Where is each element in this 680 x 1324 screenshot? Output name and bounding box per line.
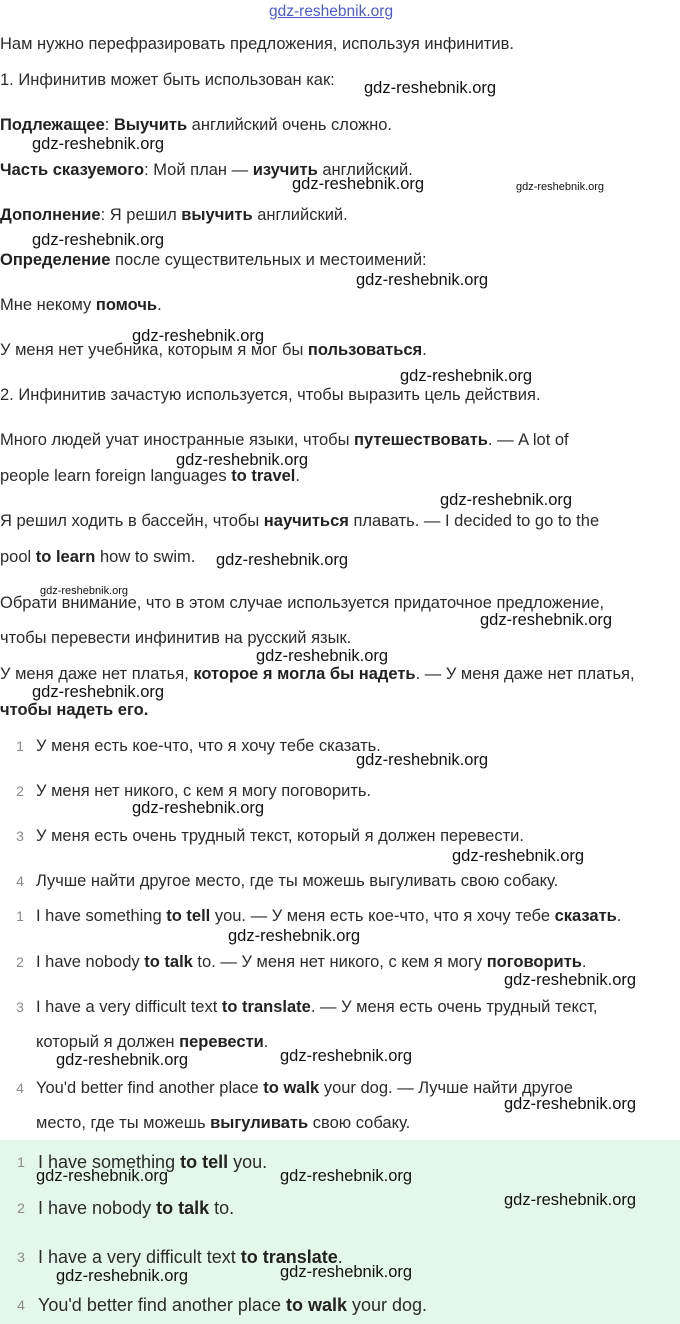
object-label: Дополнение <box>0 206 101 224</box>
watermark: gdz-reshebnik.org <box>132 799 265 817</box>
ex3-pre: Много людей учат иностранные языки, чтобы <box>0 431 355 449</box>
predicate-rest: английский. <box>317 161 413 179</box>
en3-pre: I have a very difficult text <box>36 998 222 1016</box>
ex4-post: плавать. — I decided to go to the <box>348 512 600 530</box>
watermark: gdz-reshebnik.org <box>280 1167 413 1185</box>
attribute-label: Определение <box>0 251 111 269</box>
list-number: 1 <box>16 738 24 754</box>
predicate-pre: : Мой план — <box>144 161 253 179</box>
object-bold: выучить <box>181 206 253 224</box>
subject-rest: английский очень сложно. <box>187 116 393 134</box>
ans3-pre: I have a very difficult text <box>38 1247 241 1267</box>
rule-1: 1. Инфинитив может быть использован как: <box>0 71 335 89</box>
attribute-rest: после существительных и местоимений: <box>110 251 427 269</box>
en4-pre: You'd better find another place <box>36 1079 264 1097</box>
watermark: gdz-reshebnik.org <box>280 1047 413 1065</box>
list-number: 3 <box>16 828 24 844</box>
ex5-pre: У меня даже нет платья, <box>0 665 194 683</box>
intro-text: Нам нужно перефразировать предложения, используя инфинитив. <box>0 35 514 53</box>
en1-post: . <box>616 907 622 925</box>
en2-bold2: поговорить <box>486 953 582 971</box>
en-item-3-line-1 <box>36 997 598 1017</box>
en2-mid: to. — У меня нет никого, с кем я могу <box>192 953 487 971</box>
en-item-4-line-1 <box>36 1078 573 1098</box>
en2-pre: I have nobody <box>36 953 145 971</box>
ex5-line2-post: . <box>143 701 149 719</box>
ex3-post: . — A lot of <box>487 431 569 449</box>
ans1-pre: I have something <box>38 1152 181 1172</box>
watermark: gdz-reshebnik.org <box>176 451 309 469</box>
ex5-bold: которое я могла бы надеть <box>193 665 416 683</box>
ans1-bold: to tell <box>180 1152 229 1172</box>
predicate-label: Часть сказуемого <box>0 161 145 179</box>
en4-line2-post: свою собаку. <box>308 1114 411 1132</box>
watermark: gdz-reshebnik.org <box>132 327 265 345</box>
ex1-bold: помочь <box>95 296 158 314</box>
en1-pre: I have something <box>36 907 167 925</box>
example-4-line-1 <box>0 511 599 531</box>
watermark: gdz-reshebnik.org <box>56 1051 189 1069</box>
ru-item-2: У меня нет никого, с кем я могу поговорить. <box>36 782 372 800</box>
watermark: gdz-reshebnik.org <box>256 647 389 665</box>
ex4-line2-bold: to learn <box>35 548 96 566</box>
header-watermark-link[interactable]: gdz-reshebnik.org <box>269 3 394 20</box>
note-line-2: чтобы перевести инфинитив на русский язык. <box>0 629 352 647</box>
en-item-1 <box>36 906 621 926</box>
subject-label: Подлежащее <box>0 116 105 134</box>
watermark: gdz-reshebnik.org <box>516 181 605 193</box>
en1-bold: to tell <box>166 907 211 925</box>
answer-number: 4 <box>17 1297 25 1313</box>
watermark: gdz-reshebnik.org <box>452 847 585 865</box>
ex3-line2-post: . <box>295 467 300 485</box>
ex2-pre: У меня нет учебника, которым я мог бы <box>0 341 308 359</box>
ru-item-4: Лучше найти другое место, где ты можешь выгуливать свою собаку. <box>36 872 559 890</box>
en1-mid: you. — У меня есть кое-что, что я хочу тебе <box>210 907 555 925</box>
en2-bold: to talk <box>144 953 193 971</box>
ex4-line2-post: how to swim. <box>95 548 196 566</box>
en2-post: . <box>581 953 587 971</box>
en3-line2-bold: перевести <box>179 1033 264 1051</box>
watermark: gdz-reshebnik.org <box>36 1167 169 1185</box>
watermark: gdz-reshebnik.org <box>504 1095 637 1113</box>
en4-mid: your dog. — Лучше найти другое <box>319 1079 573 1097</box>
ex2-bold: пользоваться <box>307 341 423 359</box>
list-number: 1 <box>16 908 24 924</box>
watermark: gdz-reshebnik.org <box>480 611 613 629</box>
watermark: gdz-reshebnik.org <box>504 971 637 989</box>
ex3-bold: путешествовать <box>354 431 488 449</box>
answer-number: 1 <box>17 1154 25 1170</box>
list-number: 2 <box>16 954 24 970</box>
en4-line2-pre: место, где ты можешь <box>36 1114 211 1132</box>
example-3-line-1 <box>0 430 569 450</box>
answer-2 <box>38 1197 234 1219</box>
watermark: gdz-reshebnik.org <box>400 367 533 385</box>
en3-line2-pre: который я должен <box>36 1033 180 1051</box>
ex5-post: . — У меня даже нет платья, <box>415 665 635 683</box>
ex3-line2-pre: people learn foreign languages <box>0 467 232 485</box>
ex4-bold: научиться <box>263 512 349 530</box>
en-item-2 <box>36 952 587 972</box>
watermark: gdz-reshebnik.org <box>40 585 129 597</box>
list-number: 2 <box>16 783 24 799</box>
ex1-post: . <box>157 296 162 314</box>
ex5-line2-bold: чтобы надеть его <box>0 701 144 719</box>
watermark: gdz-reshebnik.org <box>216 551 349 569</box>
en4-bold: to walk <box>263 1079 320 1097</box>
en1-bold2: сказать <box>554 907 617 925</box>
example-5-line-1 <box>0 664 635 684</box>
ex3-line2-bold: to travel <box>231 467 296 485</box>
list-number: 4 <box>16 873 24 889</box>
ans3-bold: to translate <box>240 1247 338 1267</box>
ans3-post: . <box>337 1247 343 1267</box>
object-example <box>0 205 348 225</box>
ex2-post: . <box>422 341 427 359</box>
ex4-pre: Я решил ходить в бассейн, чтобы <box>0 512 264 530</box>
answer-number: 3 <box>17 1249 25 1265</box>
answer-4 <box>38 1294 427 1316</box>
watermark: gdz-reshebnik.org <box>32 683 165 701</box>
ans2-post: to. <box>209 1198 235 1218</box>
en-item-3-line-2 <box>36 1032 268 1052</box>
watermark: gdz-reshebnik.org <box>504 1191 637 1209</box>
attribute-rule <box>0 250 427 270</box>
watermark: gdz-reshebnik.org <box>356 271 489 289</box>
en3-bold: to translate <box>221 998 311 1016</box>
ru-item-1: У меня есть кое-что, что я хочу тебе сказать. <box>36 737 381 755</box>
watermark: gdz-reshebnik.org <box>356 751 489 769</box>
ru-item-3: У меня есть очень трудный текст, который я должен перевести. <box>36 827 524 845</box>
ans2-pre: I have nobody <box>38 1198 157 1218</box>
en3-mid: . — У меня есть очень трудный текст, <box>310 998 598 1016</box>
ans2-bold: to talk <box>156 1198 210 1218</box>
list-number: 3 <box>16 999 24 1015</box>
example-1 <box>0 295 162 315</box>
watermark: gdz-reshebnik.org <box>440 491 573 509</box>
object-pre: : Я решил <box>100 206 182 224</box>
en3-line2-post: . <box>263 1033 269 1051</box>
watermark: gdz-reshebnik.org <box>292 175 425 193</box>
watermark: gdz-reshebnik.org <box>32 231 165 249</box>
subject-bold: Выучить <box>113 116 188 134</box>
subject-sep: : <box>104 116 114 134</box>
answer-number: 2 <box>17 1200 25 1216</box>
list-number: 4 <box>16 1080 24 1096</box>
note-line-1: Обрати внимание, что в этом случае используется придаточное предложение, <box>0 594 605 612</box>
example-5-line-2 <box>0 700 148 720</box>
watermark: gdz-reshebnik.org <box>280 1263 413 1281</box>
ans4-pre: You'd better find another place <box>38 1295 286 1315</box>
watermark: gdz-reshebnik.org <box>56 1267 189 1285</box>
predicate-bold: изучить <box>252 161 318 179</box>
ex4-line2-pre: pool <box>0 548 36 566</box>
watermark: gdz-reshebnik.org <box>228 927 361 945</box>
ex1-pre: Мне некому <box>0 296 96 314</box>
object-rest: английский. <box>252 206 348 224</box>
en-item-4-line-2 <box>36 1113 410 1133</box>
en4-line2-bold: выгуливать <box>210 1114 309 1132</box>
rule-2: 2. Инфинитив зачастую используется, чтобы выразить цель действия. <box>0 386 541 404</box>
ans4-bold: to walk <box>285 1295 347 1315</box>
watermark: gdz-reshebnik.org <box>364 79 497 97</box>
example-4-line-2 <box>0 547 195 567</box>
subject-example <box>0 115 392 135</box>
ans1-post: you. <box>228 1152 268 1172</box>
watermark: gdz-reshebnik.org <box>32 135 165 153</box>
ans4-post: your dog. <box>346 1295 428 1315</box>
